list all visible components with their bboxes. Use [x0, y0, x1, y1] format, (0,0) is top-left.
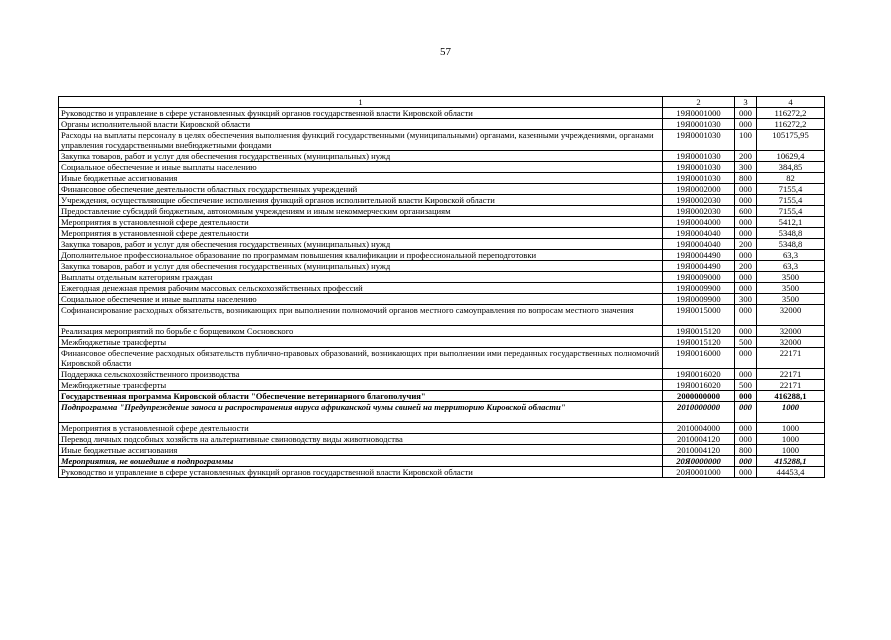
row-name-cell: Финансовое обеспечение деятельности областных государственных учреждений: [59, 184, 663, 195]
row-sum-cell: 63,3: [757, 261, 825, 272]
row-sum-cell: 5348,8: [757, 239, 825, 250]
table-row: [59, 445, 825, 456]
row-name-cell: Органы исполнительной власти Кировской области: [59, 119, 663, 130]
table-row: [59, 434, 825, 445]
table-row: [59, 130, 825, 151]
table-row: [59, 119, 825, 130]
row-vr-cell: 000: [735, 195, 757, 206]
row-name-cell: Выплаты отдельным категориям граждан: [59, 272, 663, 283]
table-row: [59, 217, 825, 228]
row-sum-cell: 1000: [757, 434, 825, 445]
row-code-cell: 2000000000: [663, 391, 735, 402]
row-sum-cell: 63,3: [757, 250, 825, 261]
table-header-row: [59, 97, 825, 108]
row-code-cell: 19Я0002030: [663, 206, 735, 217]
row-vr-cell: 000: [735, 369, 757, 380]
row-vr-cell: 300: [735, 294, 757, 305]
table-row: [59, 250, 825, 261]
table-row: [59, 326, 825, 337]
row-vr-cell: 000: [735, 272, 757, 283]
row-name-cell: Социальное обеспечение и иные выплаты населению: [59, 162, 663, 173]
row-name-cell: Финансовое обеспечение расходных обязательств публично-правовых образований, возникающих при выполнении ими переданных государственных полномочий Кировской области: [59, 348, 663, 369]
row-sum-cell: 7155,4: [757, 184, 825, 195]
row-vr-cell: 000: [735, 391, 757, 402]
row-code-cell: 19Я0016020: [663, 369, 735, 380]
row-vr-cell: 000: [735, 228, 757, 239]
row-name-cell: Реализация мероприятий по борьбе с борщевиком Сосновского: [59, 326, 663, 337]
row-vr-cell: 500: [735, 380, 757, 391]
row-vr-cell: 000: [735, 305, 757, 326]
row-vr-cell: 000: [735, 283, 757, 294]
table-body: [59, 108, 825, 478]
table-row: [59, 108, 825, 119]
row-code-cell: 19Я0004490: [663, 261, 735, 272]
row-code-cell: 19Я0004040: [663, 239, 735, 250]
row-vr-cell: 800: [735, 173, 757, 184]
row-name-cell: Дополнительное профессиональное образование по программам повышения квалификации и профессиональной переподготовки: [59, 250, 663, 261]
row-sum-cell: 44453,4: [757, 467, 825, 478]
row-vr-cell: 000: [735, 423, 757, 434]
table-row: [59, 151, 825, 162]
row-vr-cell: 500: [735, 337, 757, 348]
row-code-cell: 20Я0000000: [663, 456, 735, 467]
row-name-cell: Социальное обеспечение и иные выплаты населению: [59, 294, 663, 305]
row-code-cell: 19Я0004040: [663, 228, 735, 239]
row-sum-cell: 3500: [757, 272, 825, 283]
row-code-cell: 19Я0009900: [663, 294, 735, 305]
row-vr-cell: 200: [735, 261, 757, 272]
row-sum-cell: 82: [757, 173, 825, 184]
row-vr-cell: 000: [735, 119, 757, 130]
row-name-cell: Софинансирование расходных обязательств, возникающих при выполнении полномочий органов местного самоуправления по вопросам местного значения: [59, 305, 663, 326]
row-vr-cell: 000: [735, 108, 757, 119]
row-code-cell: 20Я0001000: [663, 467, 735, 478]
row-vr-cell: 100: [735, 130, 757, 151]
row-code-cell: 19Я0001030: [663, 173, 735, 184]
row-code-cell: 2010000000: [663, 402, 735, 423]
table-row: [59, 283, 825, 294]
row-name-cell: Иные бюджетные ассигнования: [59, 173, 663, 184]
table-row: [59, 380, 825, 391]
row-vr-cell: 200: [735, 239, 757, 250]
row-code-cell: 19Я0001030: [663, 130, 735, 151]
row-sum-cell: 3500: [757, 283, 825, 294]
row-vr-cell: 000: [735, 250, 757, 261]
row-sum-cell: 105175,95: [757, 130, 825, 151]
column-header-sum: 4: [757, 97, 825, 108]
row-sum-cell: 32000: [757, 326, 825, 337]
row-code-cell: 19Я0001030: [663, 162, 735, 173]
row-name-cell: Поддержка сельскохозяйственного производства: [59, 369, 663, 380]
row-vr-cell: 000: [735, 434, 757, 445]
row-code-cell: 19Я0015120: [663, 337, 735, 348]
row-vr-cell: 200: [735, 151, 757, 162]
row-name-cell: Руководство и управление в сфере установленных функций органов государственной власти Кировской области: [59, 108, 663, 119]
row-sum-cell: 5412,1: [757, 217, 825, 228]
table-row: [59, 423, 825, 434]
row-vr-cell: 600: [735, 206, 757, 217]
row-sum-cell: 384,85: [757, 162, 825, 173]
table-row: [59, 391, 825, 402]
row-vr-cell: 000: [735, 467, 757, 478]
column-header-name: 1: [59, 97, 663, 108]
row-sum-cell: 32000: [757, 337, 825, 348]
row-name-cell: Государственная программа Кировской области "Обеспечение ветеринарного благополучия": [59, 391, 663, 402]
row-code-cell: 2010004000: [663, 423, 735, 434]
row-sum-cell: 1000: [757, 402, 825, 423]
row-code-cell: 19Я0001030: [663, 151, 735, 162]
column-header-code: 2: [663, 97, 735, 108]
table-row: [59, 305, 825, 326]
page-number: 57: [440, 46, 451, 58]
row-sum-cell: 7155,4: [757, 206, 825, 217]
row-name-cell: Иные бюджетные ассигнования: [59, 445, 663, 456]
row-vr-cell: 000: [735, 456, 757, 467]
row-sum-cell: 415288,1: [757, 456, 825, 467]
row-sum-cell: 116272,2: [757, 108, 825, 119]
row-vr-cell: 000: [735, 217, 757, 228]
row-name-cell: Межбюджетные трансферты: [59, 337, 663, 348]
row-sum-cell: 3500: [757, 294, 825, 305]
row-name-cell: Ежегодная денежная премия рабочим массовых сельскохозяйственных профессий: [59, 283, 663, 294]
row-sum-cell: 116272,2: [757, 119, 825, 130]
row-name-cell: Учреждения, осуществляющие обеспечение исполнения функций органов исполнительной власти Кировской области: [59, 195, 663, 206]
row-name-cell: Мероприятия, не вошедшие в подпрограммы: [59, 456, 663, 467]
table-row: [59, 467, 825, 478]
row-code-cell: 19Я0016000: [663, 348, 735, 369]
table-row: [59, 261, 825, 272]
row-vr-cell: 000: [735, 184, 757, 195]
table-row: [59, 456, 825, 467]
table-row: [59, 337, 825, 348]
row-code-cell: 19Я0001000: [663, 108, 735, 119]
row-name-cell: Расходы на выплаты персоналу в целях обеспечения выполнения функций государственными (муниципальными) органами, казенными учреждениями, органами управления государственными внебюджетными фондами: [59, 130, 663, 151]
row-sum-cell: 7155,4: [757, 195, 825, 206]
row-sum-cell: 10629,4: [757, 151, 825, 162]
table-row: [59, 173, 825, 184]
row-vr-cell: 300: [735, 162, 757, 173]
row-code-cell: 19Я0002030: [663, 195, 735, 206]
row-sum-cell: 1000: [757, 445, 825, 456]
row-name-cell: Предоставление субсидий бюджетным, автономным учреждениям и иным некоммерческим организациям: [59, 206, 663, 217]
row-code-cell: 19Я0009900: [663, 283, 735, 294]
table-row: [59, 272, 825, 283]
row-code-cell: 19Я0016020: [663, 380, 735, 391]
table-row: [59, 162, 825, 173]
row-sum-cell: 1000: [757, 423, 825, 434]
row-name-cell: Закупка товаров, работ и услуг для обеспечения государственных (муниципальных) нужд: [59, 239, 663, 250]
row-name-cell: Руководство и управление в сфере установленных функций органов государственной власти Кировской области: [59, 467, 663, 478]
row-name-cell: Мероприятия в установленной сфере деятельности: [59, 217, 663, 228]
row-code-cell: 19Я0015120: [663, 326, 735, 337]
row-vr-cell: 000: [735, 326, 757, 337]
row-vr-cell: 000: [735, 348, 757, 369]
budget-table: [58, 96, 825, 478]
table-row: [59, 369, 825, 380]
row-code-cell: 2010004120: [663, 434, 735, 445]
table-row: [59, 195, 825, 206]
table-row: [59, 239, 825, 250]
row-code-cell: 19Я0002000: [663, 184, 735, 195]
row-vr-cell: 800: [735, 445, 757, 456]
row-sum-cell: 32000: [757, 305, 825, 326]
row-name-cell: Мероприятия в установленной сфере деятельности: [59, 423, 663, 434]
row-sum-cell: 22171: [757, 369, 825, 380]
column-header-vr: 3: [735, 97, 757, 108]
row-name-cell: Мероприятия в установленной сфере деятельности: [59, 228, 663, 239]
row-sum-cell: 5348,8: [757, 228, 825, 239]
row-sum-cell: 22171: [757, 380, 825, 391]
row-code-cell: 19Я0004000: [663, 217, 735, 228]
row-vr-cell: 000: [735, 402, 757, 423]
row-name-cell: Подпрограмма "Предупреждение заноса и распространения вируса африканской чумы свиней на территорию Кировской области": [59, 402, 663, 423]
row-code-cell: 2010004120: [663, 445, 735, 456]
table-row: [59, 228, 825, 239]
row-code-cell: 19Я0015000: [663, 305, 735, 326]
row-name-cell: Закупка товаров, работ и услуг для обеспечения государственных (муниципальных) нужд: [59, 151, 663, 162]
row-sum-cell: 416288,1: [757, 391, 825, 402]
row-name-cell: Закупка товаров, работ и услуг для обеспечения государственных (муниципальных) нужд: [59, 261, 663, 272]
table-row: [59, 294, 825, 305]
table-row: [59, 184, 825, 195]
table-row: [59, 348, 825, 369]
row-code-cell: 19Я0004490: [663, 250, 735, 261]
row-code-cell: 19Я0001030: [663, 119, 735, 130]
row-name-cell: Перевод личных подсобных хозяйств на альтернативные свиноводству виды животноводства: [59, 434, 663, 445]
row-sum-cell: 22171: [757, 348, 825, 369]
table-row: [59, 402, 825, 423]
row-name-cell: Межбюджетные трансферты: [59, 380, 663, 391]
row-code-cell: 19Я0009000: [663, 272, 735, 283]
table-row: [59, 206, 825, 217]
